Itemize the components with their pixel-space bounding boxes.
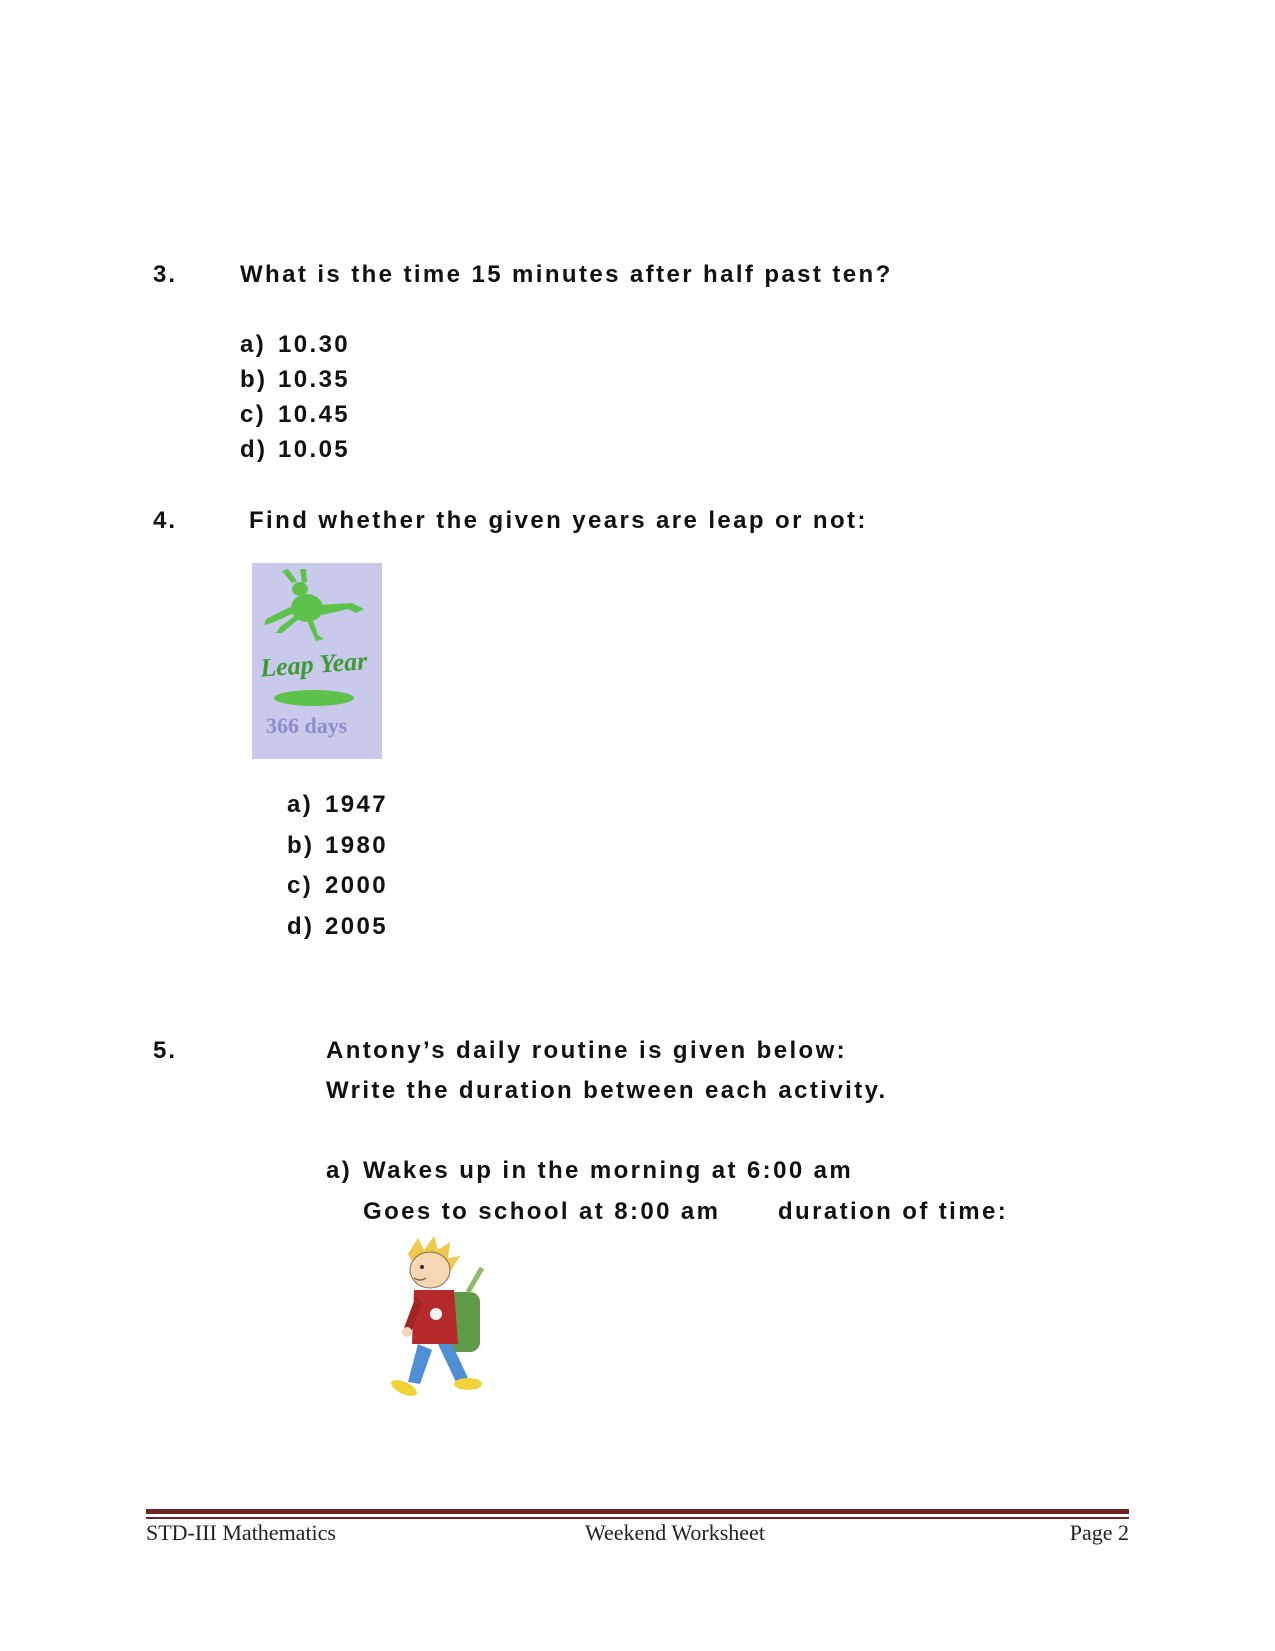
q4-option-b bbox=[287, 832, 388, 860]
option-label: a) bbox=[287, 791, 314, 818]
option-label: d) bbox=[240, 436, 268, 463]
schoolboy-icon bbox=[378, 1232, 518, 1412]
question-4-number: 4. bbox=[153, 507, 178, 534]
q3-option-d bbox=[240, 436, 350, 464]
leap-year-image bbox=[252, 563, 382, 759]
option-text: 10.30 bbox=[278, 331, 351, 358]
part-a-line-2: Goes to school at 8:00 am bbox=[363, 1198, 721, 1225]
q4-option-d bbox=[287, 913, 388, 941]
option-label: c) bbox=[240, 401, 267, 428]
question-4-text: Find whether the given years are leap or not: bbox=[249, 507, 868, 534]
part-a-line-1: Wakes up in the morning at 6:00 am bbox=[363, 1157, 854, 1184]
option-text: 1947 bbox=[325, 791, 388, 818]
q4-option-c bbox=[287, 872, 388, 900]
leap-year-caption: 366 days bbox=[266, 713, 348, 738]
leap-year-frog-icon bbox=[252, 563, 382, 759]
option-label: a) bbox=[240, 331, 267, 358]
footer-rule-thin bbox=[146, 1517, 1129, 1519]
option-text: 2000 bbox=[325, 872, 388, 899]
q3-option-b bbox=[240, 366, 350, 394]
option-label: d) bbox=[287, 913, 315, 940]
option-text: 10.05 bbox=[278, 436, 351, 463]
part-a-label: a) bbox=[326, 1157, 353, 1184]
option-text: 2005 bbox=[325, 913, 388, 940]
q3-option-a bbox=[240, 331, 350, 359]
question-3-text: What is the time 15 minutes after half past ten? bbox=[240, 261, 893, 288]
option-label: b) bbox=[287, 832, 315, 859]
question-3-number: 3. bbox=[153, 261, 178, 288]
footer-left: STD-III Mathematics bbox=[146, 1520, 336, 1545]
option-text: 10.45 bbox=[278, 401, 351, 428]
schoolboy-image bbox=[378, 1232, 518, 1412]
question-5-line-2: Write the duration between each activity. bbox=[326, 1077, 888, 1104]
leap-year-title: Leap Year bbox=[259, 646, 369, 683]
option-text: 1980 bbox=[325, 832, 388, 859]
footer-rule bbox=[146, 1509, 1129, 1514]
footer-center: Weekend Worksheet bbox=[585, 1520, 765, 1545]
option-label: b) bbox=[240, 366, 268, 393]
q4-option-a bbox=[287, 791, 388, 819]
q3-option-c bbox=[240, 401, 350, 429]
duration-label: duration of time: bbox=[778, 1198, 1009, 1225]
question-5-number: 5. bbox=[153, 1037, 178, 1064]
footer-page-number: Page 2 bbox=[1069, 1520, 1129, 1545]
option-label: c) bbox=[287, 872, 314, 899]
question-5-line-1: Antony’s daily routine is given below: bbox=[326, 1037, 848, 1064]
option-text: 10.35 bbox=[278, 366, 351, 393]
